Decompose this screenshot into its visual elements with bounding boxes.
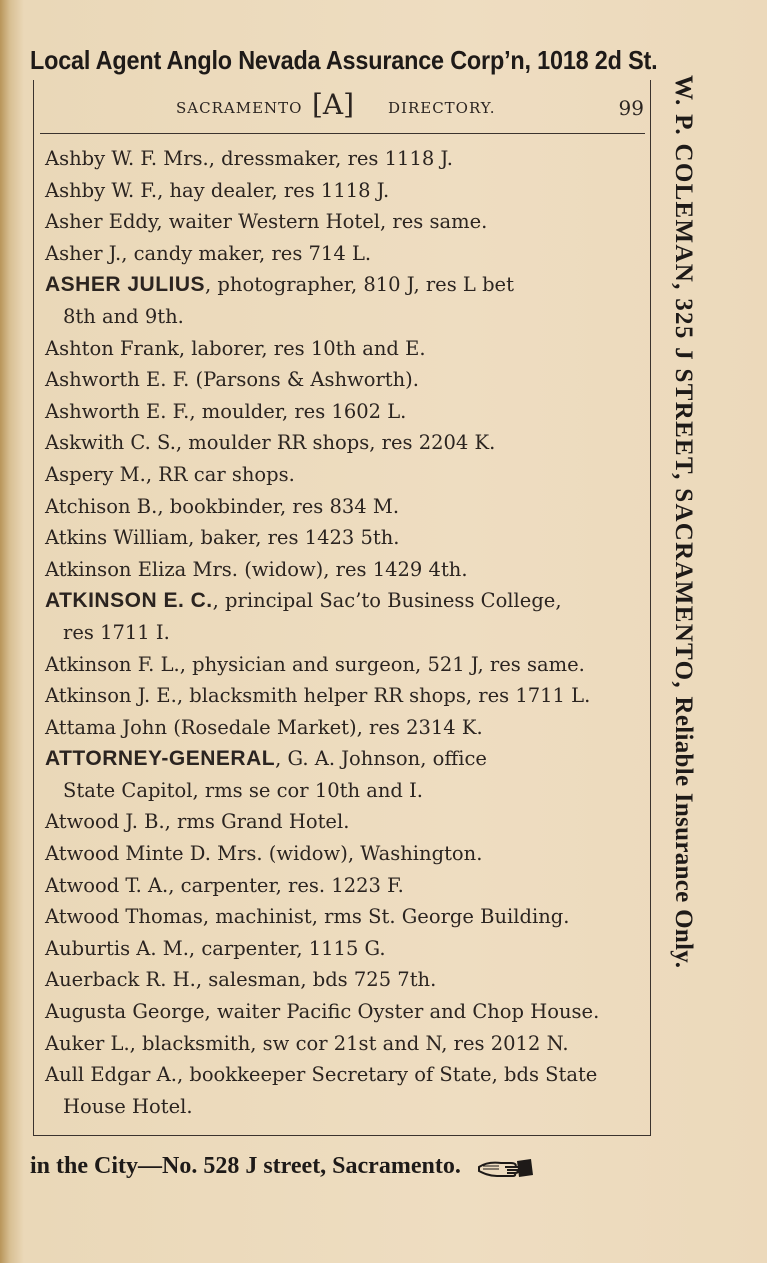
page-header: [40, 88, 644, 128]
entry-text: Atwood T. A., carpenter, res. 1223 F.: [45, 873, 404, 897]
entry-continuation: [45, 775, 645, 807]
entry-bold-name: ATKINSON E. C.: [45, 589, 213, 613]
directory-entry: [45, 1028, 645, 1060]
entry-text: Aull Edgar A., bookkeeper Secretary of State, bds State: [45, 1063, 598, 1087]
entry-text: Auburtis A. M., carpenter, 1115 G.: [45, 936, 386, 960]
entry-text: res 1711 I.: [63, 620, 170, 644]
directory-entry: [45, 838, 645, 870]
entry-text: Auerback R. H., salesman, bds 725 7th.: [45, 968, 437, 992]
directory-entry: [45, 427, 645, 459]
directory-entry: [45, 712, 645, 744]
bottom-advertisement-banner: [30, 1148, 660, 1184]
entry-text: Asher J., candy maker, res 714 L.: [45, 241, 372, 265]
directory-entry: [45, 870, 645, 902]
directory-entry: [45, 996, 645, 1028]
entry-text: State Capitol, rms se cor 10th and I.: [63, 778, 423, 802]
entry-text: Attama John (Rosedale Market), res 2314 K.: [45, 715, 483, 739]
directory-entry: [45, 522, 645, 554]
directory-entry: [45, 459, 645, 491]
side-banner-bold: W. P. COLEMAN, 325 J STREET, SACRAMENTO,: [670, 75, 697, 689]
entry-text: Ashton Frank, laborer, res 10th and E.: [45, 336, 426, 360]
entry-text: Atchison B., bookbinder, res 834 M.: [45, 494, 400, 518]
directory-entries: [45, 143, 645, 1122]
entry-text: 8th and 9th.: [63, 304, 184, 328]
entry-bold-name: ATTORNEY-GENERAL: [45, 747, 276, 771]
header-place: SACRAMENTO: [176, 99, 303, 117]
entry-text: Atkins William, baker, res 1423 5th.: [45, 526, 400, 550]
directory-entry: [45, 491, 645, 523]
directory-entry: [45, 206, 645, 238]
entry-text: , G. A. Johnson, office: [275, 747, 487, 771]
directory-entry: [45, 680, 645, 712]
page-number: 99: [618, 96, 644, 120]
directory-entry: [45, 585, 645, 617]
entry-text: House Hotel.: [63, 1094, 193, 1118]
pointing-hand-icon: [477, 1155, 535, 1179]
entry-continuation: [45, 1091, 645, 1123]
entry-text: Atwood J. B., rms Grand Hotel.: [45, 810, 350, 834]
entry-text: Atwood Thomas, machinist, rms St. George Building.: [45, 905, 570, 929]
entry-text: Atkinson Eliza Mrs. (widow), res 1429 4th.: [45, 557, 468, 581]
entry-continuation: [45, 301, 645, 333]
directory-entry: [45, 143, 645, 175]
entry-text: , principal Sac’to Business College,: [212, 589, 562, 613]
entry-bold-name: ASHER JULIUS: [45, 273, 206, 297]
entry-text: Ashworth E. F., moulder, res 1602 L.: [45, 399, 407, 423]
header-letter: [A]: [312, 88, 355, 121]
directory-entry: [45, 554, 645, 586]
directory-entry: [45, 743, 645, 775]
header-directory: DIRECTORY.: [388, 99, 496, 117]
bottom-banner-text: in the City—No. 528 J street, Sacramento.: [30, 1153, 461, 1179]
directory-entry: [45, 333, 645, 365]
directory-entry: [45, 806, 645, 838]
entry-text: Asher Eddy, waiter Western Hotel, res same.: [45, 210, 488, 234]
directory-entry: [45, 901, 645, 933]
directory-entry: [45, 269, 645, 301]
directory-entry: [45, 175, 645, 207]
entry-text: Atwood Minte D. Mrs. (widow), Washington.: [45, 842, 483, 866]
side-advertisement-banner: [666, 75, 700, 1145]
entry-text: Aspery M., RR car shops.: [45, 462, 295, 486]
top-advertisement-banner: Local Agent Anglo Nevada Assurance Corp’n, 1018 2d St.: [30, 45, 658, 75]
directory-entry: [45, 933, 645, 965]
entry-text: Atkinson J. E., blacksmith helper RR shops, res 1711 L.: [45, 684, 591, 708]
side-banner-plain: Reliable Insurance Only.: [670, 696, 697, 969]
entry-text: , photographer, 810 J, res L bet: [205, 273, 514, 297]
directory-entry: [45, 364, 645, 396]
entry-continuation: [45, 617, 645, 649]
entry-text: Atkinson F. L., physician and surgeon, 521 J, res same.: [45, 652, 585, 676]
entry-text: Ashby W. F., hay dealer, res 1118 J.: [45, 178, 390, 202]
directory-entry: [45, 238, 645, 270]
entry-text: Ashby W. F. Mrs., dressmaker, res 1118 J.: [45, 147, 453, 170]
entry-text: Askwith C. S., moulder RR shops, res 2204 K.: [45, 431, 496, 455]
header-rule: [40, 133, 645, 134]
directory-entry: [45, 964, 645, 996]
directory-entry: [45, 1059, 645, 1091]
directory-entry: [45, 396, 645, 428]
directory-entry: [45, 649, 645, 681]
entry-text: Augusta George, waiter Pacific Oyster and Chop House.: [45, 1000, 600, 1024]
entry-text: Auker L., blacksmith, sw cor 21st and N, res 2012 N.: [45, 1031, 569, 1055]
entry-text: Ashworth E. F. (Parsons & Ashworth).: [45, 368, 419, 392]
